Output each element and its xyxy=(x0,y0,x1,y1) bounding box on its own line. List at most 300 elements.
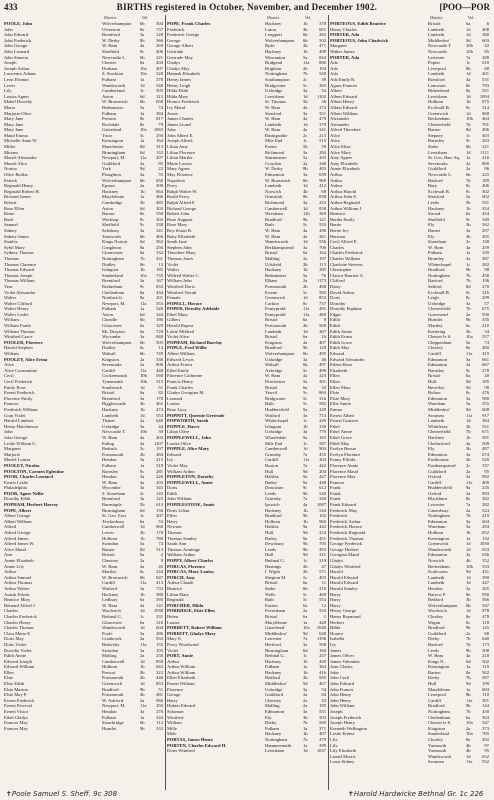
entry-name: Ivy xyxy=(167,457,174,463)
entry-name: Ralph Alfred F. xyxy=(167,200,196,205)
entry-district: Hackney xyxy=(428,205,445,211)
entry-volume: 9c xyxy=(466,138,471,144)
entry-page: 225 xyxy=(482,172,489,178)
entry-name: Wilfred Walter C. xyxy=(167,272,200,278)
entry-name: POPER, Dorothy Adelaide xyxy=(167,306,220,312)
entry-district: Barrow F. xyxy=(428,591,447,597)
entry-page: 400 xyxy=(482,479,489,485)
entry-name: Dorothy Violet xyxy=(4,647,32,653)
entry-volume: 5b xyxy=(303,144,308,150)
entry-district: Wolverhampton xyxy=(102,339,132,345)
entry-name: Muriel Louisa xyxy=(4,457,31,463)
entry-district: Chesterfield xyxy=(428,429,451,435)
entry-name: Mary Jane xyxy=(4,121,24,127)
entry-volume: 3b xyxy=(466,233,471,239)
entry-district: Chester le S. xyxy=(428,334,452,340)
entry-district: Wandsworth xyxy=(428,753,452,759)
entry-volume: 8a xyxy=(140,244,145,250)
entry-volume: 7a xyxy=(466,54,471,60)
entry-district: W. Bromwich xyxy=(102,574,128,580)
entry-page: 419 xyxy=(482,513,489,519)
entry-page: 442 xyxy=(319,524,326,530)
entry-name: John George xyxy=(4,43,28,49)
entry-volume: 3a xyxy=(303,429,308,435)
entry-volume: 2a xyxy=(140,356,145,362)
entry-name: Joseph Arthur xyxy=(4,65,30,71)
entry-volume: 6b xyxy=(140,99,145,105)
entry-volume: 9a xyxy=(303,535,308,541)
entry-page: 484 xyxy=(156,451,163,457)
page-title: BIRTHS registered in October, November, and December 1902. xyxy=(116,2,378,12)
entry-district: Stoke xyxy=(265,585,276,591)
entry-name: Ethel xyxy=(330,423,340,429)
entry-page: 664 xyxy=(156,188,163,194)
entry-page: 205 xyxy=(482,585,489,591)
entry-district: Chesterfield xyxy=(428,306,451,312)
entry-page: 349 xyxy=(482,216,489,222)
entry-page: 195 xyxy=(319,703,326,709)
entry-page: 468 xyxy=(319,283,326,289)
entry-page: 945 xyxy=(319,675,326,681)
entry-page: 390 xyxy=(482,574,489,580)
entry-district: Worksop xyxy=(102,216,119,222)
entry-district: Birmingham xyxy=(102,149,126,155)
entry-district: S. Stockton xyxy=(102,71,124,77)
entry-district: Hull xyxy=(428,681,437,687)
entry-volume: 9b xyxy=(466,200,471,205)
district-header: District. xyxy=(430,15,444,20)
entry-page: 355 xyxy=(482,401,489,407)
entry-volume: 10a xyxy=(466,731,473,737)
entry-district: Huddersfield xyxy=(265,406,289,412)
entry-district: Leigh xyxy=(428,295,439,301)
entry-page: 667 xyxy=(482,362,489,368)
entry-name: POPPLEWELL, John xyxy=(167,434,211,440)
entry-volume: 4a xyxy=(466,76,471,82)
entry-volume: 9c xyxy=(303,485,308,491)
entry-page: 558 xyxy=(156,211,163,217)
entry-volume: 5a xyxy=(140,541,145,547)
entry-page: 960 xyxy=(319,518,326,524)
entry-district: Swindon xyxy=(102,541,119,547)
entry-page: 407 xyxy=(319,731,326,737)
entry-name: George Herbert xyxy=(330,546,359,552)
entry-district: Stoke xyxy=(428,144,439,150)
entry-name: John xyxy=(167,127,176,133)
entry-page: 186 xyxy=(156,317,163,323)
entry-district: Wandsworth xyxy=(265,239,289,245)
entry-volume: 3b xyxy=(466,597,471,603)
entry-name: Austin Edwin xyxy=(4,591,30,597)
entry-volume: 1a xyxy=(303,619,308,625)
entry-page: 313 xyxy=(156,144,163,150)
entry-volume: 9d xyxy=(466,384,471,390)
entry-page: 85 xyxy=(158,160,163,166)
entry-name: Ernest Leslie xyxy=(4,479,29,485)
entry-page: 495 xyxy=(319,351,326,357)
entry-volume: 11a xyxy=(140,300,147,306)
entry-district: Manchester xyxy=(102,144,124,150)
entry-name: Ernest William xyxy=(167,681,195,687)
entry-name: Edward Joseph xyxy=(4,658,32,664)
vol-page-header: Vol. xyxy=(468,15,475,20)
entry-volume: 1d xyxy=(466,608,471,614)
entry-district: Greenwich xyxy=(428,110,449,116)
entry-page: 504 xyxy=(156,21,163,26)
entry-page: 430 xyxy=(319,658,326,664)
entry-volume: 9c xyxy=(466,216,471,222)
entry-name: PORTAS, James Henry xyxy=(167,737,214,742)
entry-page: 509 xyxy=(482,440,489,446)
entry-page: 863 xyxy=(319,390,326,396)
entry-district: Martley xyxy=(428,323,443,329)
entry-name: Annie Elizabeth xyxy=(330,166,360,172)
entry-district: Hackney xyxy=(265,731,282,737)
entry-volume: 1c xyxy=(303,440,308,446)
entry-district: Wycombe xyxy=(102,334,121,340)
entry-volume: 3a xyxy=(303,641,308,647)
entry-district: Easthampstead xyxy=(428,462,456,468)
entry-page: 440 xyxy=(319,479,326,485)
entry-page: 22 xyxy=(158,166,163,172)
entry-district: Barnstaple xyxy=(102,502,122,508)
entry-name: Edith Annie xyxy=(330,328,353,334)
entry-name: Albert William xyxy=(167,351,195,357)
entry-district: Durham xyxy=(102,65,118,71)
entry-volume: 6d xyxy=(140,239,145,245)
entry-volume: 6a xyxy=(466,211,471,217)
entry-volume: 2a xyxy=(466,630,471,636)
entry-page: 230 xyxy=(156,653,163,659)
entry-name: POPE, Albert xyxy=(4,507,32,513)
entry-district: Wrexham xyxy=(265,211,283,217)
entry-page: 580 xyxy=(482,395,489,401)
entry-district: Holborn xyxy=(428,530,444,536)
entry-district: Lancaster xyxy=(428,82,446,88)
entry-page: 1111 xyxy=(480,149,489,155)
entry-name: POPPLE, Harry xyxy=(167,423,200,429)
entry-volume: 2a xyxy=(303,339,308,345)
entry-name: Harold Stanley xyxy=(330,585,358,591)
register-column-1 xyxy=(4,15,164,793)
entry-district: W. Ham xyxy=(265,104,281,110)
entry-volume: 4a xyxy=(303,227,308,233)
entry-volume: 2b xyxy=(140,530,145,536)
entry-district: Gloucester xyxy=(102,323,122,329)
entry-district: Liverpool xyxy=(428,692,447,698)
entry-page: 446 xyxy=(156,675,163,681)
entry-volume: 3a xyxy=(303,356,308,362)
entry-name: Dorothy xyxy=(330,300,346,306)
entry-district: Yarmouth xyxy=(428,742,447,748)
entry-page: 95 xyxy=(484,748,489,754)
entry-page: 608 xyxy=(482,406,489,412)
entry-volume: 2b xyxy=(303,65,308,71)
entry-page: 185 xyxy=(482,379,489,384)
entry-district: Croydon xyxy=(265,160,282,166)
entry-page: 587 xyxy=(482,675,489,681)
entry-name: John xyxy=(4,26,13,32)
entry-district: Sevenoaks xyxy=(428,160,448,166)
entry-volume: 1d xyxy=(140,524,145,530)
entry-name: Horace xyxy=(330,630,344,636)
entry-name: PORTER, Ada xyxy=(330,54,360,60)
entry-volume: 9d xyxy=(303,468,308,474)
entry-page: 466 xyxy=(156,194,163,200)
entry-page: 303 xyxy=(156,205,163,211)
entry-district: Sheffield xyxy=(102,222,119,228)
entry-name: Alfred George xyxy=(4,530,31,536)
entry-page: 496 xyxy=(319,367,326,373)
entry-page: 284 xyxy=(319,149,326,155)
entry-volume: 9d xyxy=(303,681,308,687)
entry-name: PORCHER, Hilda xyxy=(167,602,204,608)
entry-district: Hendon xyxy=(102,474,117,480)
entry-name: Frederick Horace xyxy=(330,524,363,530)
entry-volume: 3a xyxy=(140,395,145,401)
entry-page: 735 xyxy=(156,272,163,278)
entry-name: Dorothy Euphine xyxy=(330,306,362,312)
entry-page: 391 xyxy=(482,434,489,440)
entry-district: Fulham xyxy=(102,462,117,468)
entry-volume: 9d xyxy=(140,166,145,172)
entry-district: Chesterfield xyxy=(428,121,451,127)
entry-name: Clifford xyxy=(330,278,345,284)
entry-district: Hunslet xyxy=(102,725,117,731)
entry-volume: 1a xyxy=(140,714,145,720)
entry-page: 282 xyxy=(319,32,326,38)
entry-district: Stourbridge xyxy=(102,720,124,726)
entry-volume: 6a xyxy=(140,250,145,256)
entry-district: Hendon xyxy=(428,585,443,591)
entry-volume: 1d xyxy=(466,149,471,155)
entry-district: Birkenhead xyxy=(428,88,450,94)
entry-volume: 5c xyxy=(140,132,145,138)
entry-volume: 1a xyxy=(140,138,145,144)
entry-page: 249 xyxy=(319,418,326,424)
entry-district: Cirencester xyxy=(102,250,123,256)
entry-page: 335 xyxy=(482,317,489,323)
entry-page: 339 xyxy=(482,250,489,256)
entry-page: 374 xyxy=(319,104,326,110)
entry-volume: 1c xyxy=(303,138,308,144)
entry-name: Sarah Jane xyxy=(167,239,187,245)
entry-page: 301 xyxy=(319,379,326,384)
entry-name: Bertie xyxy=(330,222,342,228)
entry-name: Charles Frederick xyxy=(4,613,37,619)
entry-district: Bristol xyxy=(265,384,278,390)
entry-district: Sculcoates xyxy=(428,569,448,575)
entry-name: John William xyxy=(167,496,192,502)
entry-name: Walter James xyxy=(330,48,355,54)
entry-name: Stanley xyxy=(4,239,18,245)
entry-page: 650 xyxy=(156,177,163,183)
entry-page: 992 xyxy=(482,474,489,480)
entry-name: Ernest Victor xyxy=(4,709,29,715)
entry-name: Clara Maria E. xyxy=(4,630,32,636)
entry-district: Wharfedale xyxy=(265,434,287,440)
entry-district: Ely xyxy=(428,446,435,452)
entry-name: Ethel Annie xyxy=(330,429,352,435)
entry-page: 451 xyxy=(319,535,326,541)
entry-page: 480 xyxy=(482,345,489,351)
entry-page: 853 xyxy=(319,295,326,301)
entry-name: Herbert xyxy=(330,619,345,625)
entry-page: 1102 xyxy=(316,93,326,99)
entry-district: Guildford xyxy=(428,468,447,474)
entry-page: 210 xyxy=(482,323,489,329)
entry-volume: 6a xyxy=(303,602,308,608)
entry-name: Arthur Walter xyxy=(4,585,30,591)
entry-volume: 4a xyxy=(466,653,471,659)
entry-district: W. Bromwich xyxy=(102,99,128,105)
entry-page: 540 xyxy=(319,490,326,496)
entry-page: 406 xyxy=(482,183,489,189)
entry-page: 141 xyxy=(156,602,163,608)
entry-page: 97 xyxy=(484,742,489,748)
entry-district: Rotherham xyxy=(102,283,123,289)
entry-name: Harold Lambert xyxy=(4,418,34,424)
entry-district: Halifax xyxy=(265,524,279,530)
entry-district: Tewkesbury xyxy=(102,518,125,524)
entry-volume: 9b xyxy=(140,686,145,692)
entry-volume: 1d xyxy=(303,93,308,99)
entry-name: Ivy Maud xyxy=(167,104,185,110)
entry-volume: 5b xyxy=(303,99,308,105)
entry-page: 12 xyxy=(321,602,326,608)
entry-volume: 2a xyxy=(466,725,471,731)
entry-volume: 3a xyxy=(303,244,308,250)
entry-name: Winifred xyxy=(167,714,184,720)
entry-district: St. Thomas xyxy=(265,99,286,105)
entry-volume: 10a xyxy=(466,334,473,340)
entry-page: 53 xyxy=(158,518,163,524)
entry-name: POPPLE, Alice Mary xyxy=(167,446,210,452)
entry-volume: 1b xyxy=(303,267,308,273)
entry-district: Hull xyxy=(265,468,274,474)
entry-volume: 5a xyxy=(466,194,471,200)
register-page xyxy=(4,2,490,798)
entry-page: 220 xyxy=(156,474,163,480)
entry-district: Faversham xyxy=(265,608,286,614)
entry-name: Frank Edward xyxy=(330,502,357,508)
entry-district: Halifax xyxy=(265,474,279,480)
entry-name: Napoleon xyxy=(167,177,185,183)
entry-volume: 11a xyxy=(303,306,310,312)
entry-name: PORCAS, Mary Louisa xyxy=(167,569,214,575)
entry-name: Doris xyxy=(167,485,178,491)
entry-district: Barnet xyxy=(428,227,441,233)
entry-district: Leeds xyxy=(265,490,276,496)
entry-name: Edward xyxy=(330,351,345,357)
entry-name: Robert John xyxy=(167,211,190,217)
column-divider xyxy=(165,15,166,790)
entry-page: 133 xyxy=(156,149,163,155)
entry-name: Frances xyxy=(330,479,345,485)
entry-name: Hannah Elizabeth xyxy=(167,71,200,77)
register-column-2 xyxy=(167,15,327,793)
entry-volume: 9c xyxy=(466,289,471,295)
entry-volume: 5c xyxy=(303,395,308,401)
entry-volume: 3a xyxy=(466,474,471,480)
entry-name: Arthur xyxy=(167,658,180,664)
entry-volume: 9b xyxy=(303,546,308,552)
entry-district: Hackney xyxy=(102,188,119,194)
entry-name: Alice xyxy=(330,132,340,138)
entry-district: Holborn xyxy=(428,99,444,105)
column-divider xyxy=(328,15,329,790)
entry-volume: 2c xyxy=(140,490,145,496)
entry-name: Mille xyxy=(167,725,177,731)
entry-district: Holborn xyxy=(102,535,118,541)
entry-page: 160 xyxy=(319,647,326,653)
entry-volume: 1a xyxy=(466,155,471,161)
entry-district: Grimsby xyxy=(265,496,282,502)
entry-district: Camberwell xyxy=(102,524,125,530)
entry-district: Newport, M. xyxy=(102,703,126,709)
entry-volume: 8d xyxy=(466,283,471,289)
entry-page: 103 xyxy=(156,647,163,653)
entry-page: 82 xyxy=(158,390,163,396)
entry-name: Ernest Gustave xyxy=(330,418,358,424)
entry-district: Salford xyxy=(428,283,442,289)
entry-name: Elsie Mary xyxy=(330,395,351,401)
entry-district: W. Ashford xyxy=(102,697,124,703)
entry-page: 533 xyxy=(482,563,489,569)
entry-name: Horace Frederick xyxy=(167,99,200,105)
entry-name: Edith xyxy=(167,490,177,496)
entry-name: Cecil xyxy=(4,373,14,379)
entry-name: Lewis xyxy=(4,82,16,88)
entry-volume: 6b xyxy=(303,32,308,38)
entry-volume: 2b xyxy=(303,283,308,289)
entry-name: Harold Stephen xyxy=(4,345,33,351)
entry-page: 330 xyxy=(156,356,163,362)
entry-district: Watford xyxy=(102,585,117,591)
entry-name: Edward William xyxy=(4,664,35,670)
entry-volume: 3a xyxy=(140,334,145,340)
entry-page: 118 xyxy=(482,619,489,625)
entry-page: 496 xyxy=(482,127,489,133)
entry-page: 1065 xyxy=(153,127,163,133)
entry-volume: 1d xyxy=(140,412,145,418)
entry-name: POOLEY, Alice Erina xyxy=(4,356,48,362)
entry-page: 497 xyxy=(319,362,326,368)
entry-name: POOLE, John xyxy=(4,21,33,26)
entry-page: 448 xyxy=(156,367,163,373)
entry-name: Lilian Martha xyxy=(167,155,193,161)
entry-name: Florence Emily xyxy=(4,395,33,401)
entry-page: 59 xyxy=(321,144,326,150)
entry-page: 481 xyxy=(156,692,163,698)
entry-volume: 2a xyxy=(303,697,308,703)
entry-page: 95 xyxy=(484,468,489,474)
entry-volume: 4a xyxy=(466,440,471,446)
entry-page: 213 xyxy=(319,132,326,138)
entry-name: Lily xyxy=(4,88,12,94)
entry-name: Arthur xyxy=(330,172,343,178)
entry-page: 817 xyxy=(156,116,163,122)
entry-district: Congleton xyxy=(102,244,122,250)
entry-volume: 9b xyxy=(303,216,308,222)
entry-volume: 8c xyxy=(466,183,471,189)
entry-volume: 2a xyxy=(303,278,308,284)
entry-name: Arthur William J. xyxy=(330,205,363,211)
entry-page: 203 xyxy=(156,479,163,485)
entry-page: 1037 xyxy=(316,748,326,754)
entry-name: Sarah Ann xyxy=(167,541,187,547)
entry-name: Frances May xyxy=(4,725,28,731)
